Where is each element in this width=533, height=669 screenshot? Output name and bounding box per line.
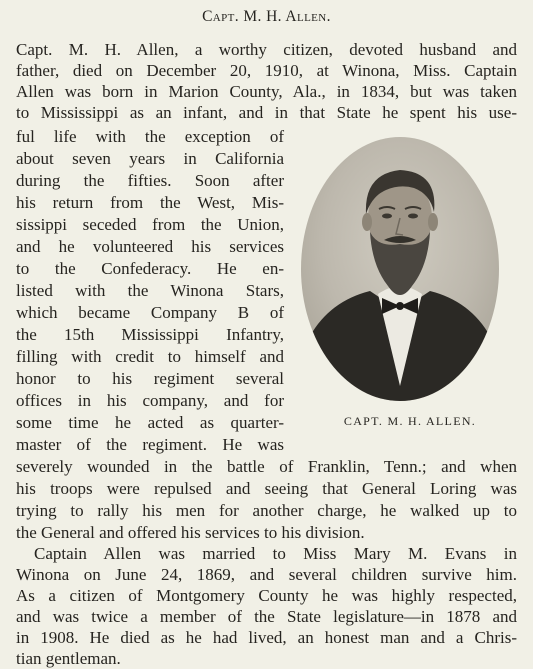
text-line: and he volunteered his services — [16, 237, 284, 256]
text-line: Capt. M. H. Allen, a worthy citizen, devoted husband and — [16, 40, 517, 59]
text-line: listed with the Winona Stars, — [16, 281, 284, 300]
portrait-caption: CAPT. M. H. ALLEN. — [343, 414, 477, 428]
text-line: in 1908. He died as he had lived, an honest man and a Chris- — [16, 628, 517, 647]
text-line: severely wounded in the battle of Franklin, Tenn.; and when — [16, 457, 517, 476]
text-line: some time he acted as quarter- — [16, 413, 284, 432]
text-line: master of the regiment. He was — [16, 435, 284, 454]
portrait-photo — [300, 136, 500, 402]
text-line: and was twice a member of the State legislature—in 1878 and — [16, 607, 517, 626]
text-line: to Mississippi as an infant, and in that State he spent his use- — [16, 103, 517, 122]
text-line: trying to rally his men for another charge, he walked up to — [16, 501, 517, 520]
text-line: honor to his regiment several — [16, 369, 284, 388]
text-line: about seven years in California — [16, 149, 284, 168]
text-line: father, died on December 20, 1910, at Winona, Miss. Captain — [16, 61, 517, 80]
text-line: Allen was born in Marion County, Ala., in 1834, but was taken — [16, 82, 517, 101]
text-line: Captain Allen was married to Miss Mary M. Evans in — [34, 544, 517, 563]
text-line: As a citizen of Montgomery County he was highly respected, — [16, 586, 517, 605]
text-line: filling with credit to himself and — [16, 347, 284, 366]
text-line: ful life with the exception of — [16, 127, 284, 146]
text-line: sissippi seceded from the Union, — [16, 215, 284, 234]
text-line: his return from the West, Mis- — [16, 193, 284, 212]
text-line: the 15th Mississippi Infantry, — [16, 325, 284, 344]
text-line: during the fifties. Soon after — [16, 171, 284, 190]
text-line: to the Confederacy. He en- — [16, 259, 284, 278]
page-title: Capt. M. H. Allen. — [202, 8, 331, 25]
text-line: Winona on June 24, 1869, and several children survive him. — [16, 565, 517, 584]
text-line: tian gentleman. — [16, 649, 121, 668]
text-line: offices in his company, and for — [16, 391, 284, 410]
text-line: the General and offered his services to his division. — [16, 523, 365, 542]
text-line: his troops were repulsed and seeing that General Loring was — [16, 479, 517, 498]
text-line: which became Company B of — [16, 303, 284, 322]
